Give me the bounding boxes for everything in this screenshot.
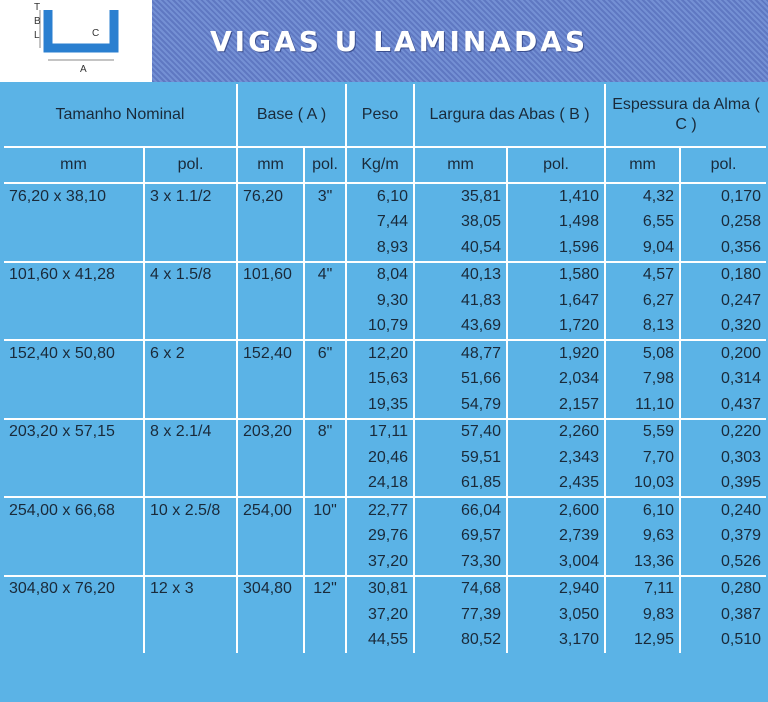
base-pol [304,445,346,471]
largura-pol: 1,920 [507,340,605,367]
peso-kgm: 20,46 [346,445,414,471]
largura-pol: 2,435 [507,471,605,498]
largura-pol: 2,343 [507,445,605,471]
nominal-size-pol: 6 x 2 [144,340,237,367]
espessura-mm: 9,04 [605,235,680,262]
espessura-mm: 7,70 [605,445,680,471]
largura-pol: 1,498 [507,210,605,236]
diagram-label-c: C [92,28,100,39]
nominal-size-mm [4,445,144,471]
peso-kgm: 24,18 [346,471,414,498]
largura-mm: 54,79 [414,392,507,419]
base-mm [237,602,304,628]
nominal-size-mm: 101,60 x 41,28 [4,262,144,289]
peso-kgm: 37,20 [346,549,414,576]
base-mm [237,445,304,471]
espessura-pol: 0,437 [680,392,766,419]
table-row [4,576,766,603]
table-row [4,471,766,498]
nominal-size-mm [4,628,144,654]
peso-kgm: 12,20 [346,340,414,367]
base-pol [304,210,346,236]
espessura-pol: 0,258 [680,210,766,236]
unit-header: mm [237,147,304,183]
largura-mm: 74,68 [414,576,507,603]
largura-mm: 35,81 [414,183,507,210]
largura-mm: 40,13 [414,262,507,289]
nominal-size-mm [4,602,144,628]
espessura-mm: 5,08 [605,340,680,367]
espessura-pol: 0,220 [680,419,766,446]
largura-pol: 2,739 [507,524,605,550]
largura-mm: 41,83 [414,288,507,314]
espessura-pol: 0,510 [680,628,766,654]
peso-kgm: 19,35 [346,392,414,419]
header-largura: Largura das Abas ( B ) [414,84,605,147]
peso-kgm: 17,11 [346,419,414,446]
largura-pol: 1,596 [507,235,605,262]
peso-kgm: 9,30 [346,288,414,314]
table-row [4,210,766,236]
base-pol [304,367,346,393]
table-row [4,445,766,471]
diagram-label-l: L [34,30,40,41]
nominal-size-mm: 254,00 x 66,68 [4,497,144,524]
base-mm: 76,20 [237,183,304,210]
largura-mm: 51,66 [414,367,507,393]
largura-mm: 66,04 [414,497,507,524]
peso-kgm: 8,04 [346,262,414,289]
espessura-mm: 10,03 [605,471,680,498]
espessura-mm: 11,10 [605,392,680,419]
nominal-size-pol [144,628,237,654]
diagram-label-a: A [80,64,87,75]
header-espessura: Espessura da Alma ( C ) [605,84,766,147]
largura-pol: 2,260 [507,419,605,446]
espessura-pol: 0,240 [680,497,766,524]
table-row [4,602,766,628]
espessura-pol: 0,387 [680,602,766,628]
largura-mm: 61,85 [414,471,507,498]
nominal-size-pol [144,524,237,550]
largura-mm: 48,77 [414,340,507,367]
nominal-size-pol: 12 x 3 [144,576,237,603]
peso-kgm: 8,93 [346,235,414,262]
peso-kgm: 10,79 [346,314,414,341]
base-mm [237,524,304,550]
unit-header: pol. [144,147,237,183]
table-row [4,549,766,576]
nominal-size-pol: 4 x 1.5/8 [144,262,237,289]
banner [0,0,768,82]
unit-header: mm [414,147,507,183]
peso-kgm: 15,63 [346,367,414,393]
largura-pol: 2,157 [507,392,605,419]
base-mm [237,367,304,393]
base-pol [304,392,346,419]
largura-pol: 2,600 [507,497,605,524]
base-pol [304,602,346,628]
specs-table [4,84,766,653]
espessura-pol: 0,280 [680,576,766,603]
espessura-mm: 7,11 [605,576,680,603]
nominal-size-mm [4,314,144,341]
peso-kgm: 30,81 [346,576,414,603]
base-mm [237,210,304,236]
espessura-mm: 6,10 [605,497,680,524]
diagram-label-t: T [34,2,41,13]
nominal-size-pol [144,549,237,576]
espessura-mm: 5,59 [605,419,680,446]
peso-kgm: 6,10 [346,183,414,210]
unit-header: mm [4,147,144,183]
espessura-mm: 9,83 [605,602,680,628]
table-row [4,367,766,393]
base-pol [304,628,346,654]
espessura-mm: 6,55 [605,210,680,236]
largura-mm: 57,40 [414,419,507,446]
largura-mm: 43,69 [414,314,507,341]
base-mm [237,628,304,654]
base-pol [304,235,346,262]
base-mm: 152,40 [237,340,304,367]
nominal-size-pol [144,314,237,341]
nominal-size-pol [144,288,237,314]
header-peso: Peso [346,84,414,147]
espessura-pol: 0,395 [680,471,766,498]
page-title: VIGAS U LAMINADAS [152,0,768,82]
base-pol [304,314,346,341]
peso-kgm: 7,44 [346,210,414,236]
espessura-pol: 0,200 [680,340,766,367]
peso-kgm: 22,77 [346,497,414,524]
base-pol: 10" [304,497,346,524]
table-row [4,392,766,419]
espessura-pol: 0,320 [680,314,766,341]
nominal-size-mm: 152,40 x 50,80 [4,340,144,367]
nominal-size-pol [144,392,237,419]
nominal-size-mm [4,549,144,576]
espessura-mm: 12,95 [605,628,680,654]
largura-pol: 2,034 [507,367,605,393]
u-channel-diagram [0,0,152,82]
peso-kgm: 29,76 [346,524,414,550]
nominal-size-mm [4,392,144,419]
nominal-size-pol [144,445,237,471]
table-row [4,524,766,550]
table-row [4,288,766,314]
nominal-size-pol [144,367,237,393]
table-row [4,419,766,446]
base-mm [237,471,304,498]
espessura-mm: 4,32 [605,183,680,210]
base-mm [237,235,304,262]
table-row [4,262,766,289]
espessura-pol: 0,526 [680,549,766,576]
largura-mm: 80,52 [414,628,507,654]
espessura-mm: 8,13 [605,314,680,341]
table-row [4,314,766,341]
nominal-size-pol: 3 x 1.1/2 [144,183,237,210]
espessura-mm: 9,63 [605,524,680,550]
table-row [4,235,766,262]
nominal-size-mm [4,471,144,498]
nominal-size-pol [144,235,237,262]
nominal-size-pol [144,471,237,498]
largura-pol: 1,580 [507,262,605,289]
base-pol [304,471,346,498]
table-body [4,183,766,653]
base-mm: 203,20 [237,419,304,446]
espessura-pol: 0,379 [680,524,766,550]
unit-header: pol. [304,147,346,183]
unit-header: mm [605,147,680,183]
largura-mm: 40,54 [414,235,507,262]
largura-mm: 77,39 [414,602,507,628]
header-base: Base ( A ) [237,84,346,147]
peso-kgm: 44,55 [346,628,414,654]
unit-header: pol. [507,147,605,183]
largura-pol: 3,050 [507,602,605,628]
nominal-size-pol [144,210,237,236]
base-pol [304,524,346,550]
base-mm [237,314,304,341]
base-pol [304,288,346,314]
largura-pol: 1,720 [507,314,605,341]
largura-pol: 2,940 [507,576,605,603]
peso-kgm: 37,20 [346,602,414,628]
largura-pol: 1,647 [507,288,605,314]
espessura-mm: 7,98 [605,367,680,393]
base-pol: 8" [304,419,346,446]
nominal-size-pol [144,602,237,628]
u-profile-icon [0,0,152,82]
base-mm: 254,00 [237,497,304,524]
espessura-pol: 0,247 [680,288,766,314]
base-mm [237,288,304,314]
nominal-size-mm [4,235,144,262]
largura-pol: 3,004 [507,549,605,576]
largura-pol: 1,410 [507,183,605,210]
base-mm [237,392,304,419]
base-mm: 304,80 [237,576,304,603]
nominal-size-mm [4,210,144,236]
base-pol: 6" [304,340,346,367]
largura-mm: 59,51 [414,445,507,471]
espessura-pol: 0,314 [680,367,766,393]
table-row [4,340,766,367]
unit-header: pol. [680,147,766,183]
table-row [4,497,766,524]
nominal-size-pol: 8 x 2.1/4 [144,419,237,446]
espessura-pol: 0,180 [680,262,766,289]
nominal-size-mm [4,367,144,393]
table-row [4,628,766,654]
espessura-mm: 6,27 [605,288,680,314]
largura-mm: 73,30 [414,549,507,576]
nominal-size-mm: 76,20 x 38,10 [4,183,144,210]
espessura-pol: 0,356 [680,235,766,262]
nominal-size-mm [4,288,144,314]
base-pol: 12" [304,576,346,603]
base-pol [304,549,346,576]
largura-mm: 38,05 [414,210,507,236]
header-tamanho-nominal: Tamanho Nominal [55,106,185,123]
nominal-size-mm [4,524,144,550]
largura-mm: 69,57 [414,524,507,550]
largura-pol: 3,170 [507,628,605,654]
table-row [4,183,766,210]
nominal-size-pol: 10 x 2.5/8 [144,497,237,524]
base-mm [237,549,304,576]
espessura-pol: 0,170 [680,183,766,210]
base-pol: 4" [304,262,346,289]
unit-header: Kg/m [346,147,414,183]
espessura-pol: 0,303 [680,445,766,471]
espessura-mm: 13,36 [605,549,680,576]
nominal-size-mm: 304,80 x 76,20 [4,576,144,603]
base-pol: 3" [304,183,346,210]
base-mm: 101,60 [237,262,304,289]
espessura-mm: 4,57 [605,262,680,289]
nominal-size-mm: 203,20 x 57,15 [4,419,144,446]
diagram-label-b: B [34,16,41,27]
